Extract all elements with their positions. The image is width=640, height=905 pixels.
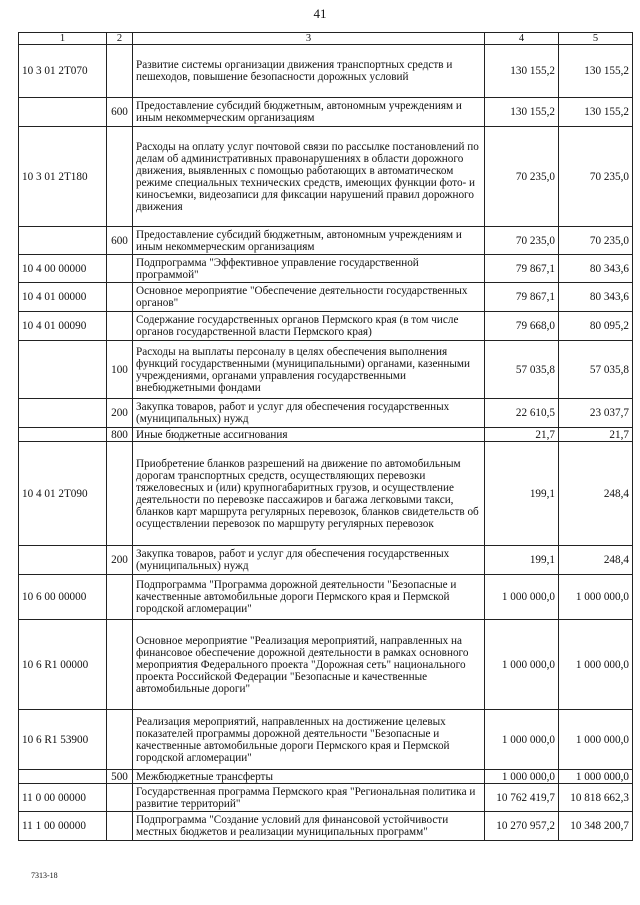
expense-type-code (107, 312, 133, 341)
item-name: Подпрограмма "Эффективное управление государственной программой" (133, 255, 485, 283)
expense-type-code (107, 620, 133, 710)
expense-type-code: 200 (107, 399, 133, 428)
amount-year-2: 70 235,0 (559, 227, 633, 255)
amount-year-2: 130 155,2 (559, 98, 633, 127)
item-name: Закупка товаров, работ и услуг для обеспечения государственных (муниципальных) нужд (133, 546, 485, 575)
target-article-code (19, 546, 107, 575)
item-name: Реализация мероприятий, направленных на достижение целевых показателей программы дорожной деятельности "Безопасные и качественные автомобильные дороги Пермского края и Пермской городской агломерации" (133, 710, 485, 770)
item-name: Предоставление субсидий бюджетным, автономным учреждениям и иным некоммерческим организациям (133, 98, 485, 127)
column-header-3: 3 (133, 33, 485, 45)
target-article-code (19, 770, 107, 784)
target-article-code (19, 227, 107, 255)
target-article-code: 10 3 01 2Т180 (19, 127, 107, 227)
budget-table (18, 32, 633, 841)
item-name: Приобретение бланков разрешений на движение по автомобильным дорогам транспортных средств, осуществляющих перевозки тяжеловесных и (или) крупногабаритных грузов, и осуществление деятельности по перевозке пассажиров и багажа легковыми такси, бланков карт маршрута регулярных перевозок, бланков свидетельств об осуществлении перевозок по маршруту регулярных перевозок (133, 442, 485, 546)
amount-year-2: 130 155,2 (559, 45, 633, 98)
item-name: Основное мероприятие "Реализация мероприятий, направленных на финансовое обеспечение дорожной деятельности в рамках основного мероприятия Федерального проекта "Дорожная сеть" национального проекта Российской Федерации "Безопасные и качественные автомобильные дороги" (133, 620, 485, 710)
target-article-code: 10 6 R1 00000 (19, 620, 107, 710)
expense-type-code (107, 812, 133, 841)
amount-year-2: 1 000 000,0 (559, 575, 633, 620)
target-article-code (19, 98, 107, 127)
amount-year-2: 80 343,6 (559, 255, 633, 283)
expense-type-code: 600 (107, 98, 133, 127)
target-article-code: 10 3 01 2Т070 (19, 45, 107, 98)
table-row (19, 546, 633, 575)
table-row (19, 770, 633, 784)
amount-year-1: 10 762 419,7 (485, 784, 559, 812)
item-name: Закупка товаров, работ и услуг для обеспечения государственных (муниципальных) нужд (133, 399, 485, 428)
item-name: Предоставление субсидий бюджетным, автономным учреждениям и иным некоммерческим организациям (133, 227, 485, 255)
target-article-code: 10 6 00 00000 (19, 575, 107, 620)
column-header-4: 4 (485, 33, 559, 45)
amount-year-2: 80 095,2 (559, 312, 633, 341)
amount-year-2: 10 348 200,7 (559, 812, 633, 841)
amount-year-1: 22 610,5 (485, 399, 559, 428)
item-name: Подпрограмма "Программа дорожной деятельности "Безопасные и качественные автомобильные дороги Пермского края и Пермской городской агломерации" (133, 575, 485, 620)
expense-type-code (107, 442, 133, 546)
amount-year-1: 10 270 957,2 (485, 812, 559, 841)
expense-type-code (107, 45, 133, 98)
table-row (19, 341, 633, 399)
amount-year-1: 1 000 000,0 (485, 575, 559, 620)
amount-year-2: 1 000 000,0 (559, 770, 633, 784)
amount-year-2: 80 343,6 (559, 283, 633, 312)
item-name: Государственная программа Пермского края "Региональная политика и развитие территорий" (133, 784, 485, 812)
expense-type-code (107, 784, 133, 812)
amount-year-2: 70 235,0 (559, 127, 633, 227)
amount-year-2: 57 035,8 (559, 341, 633, 399)
column-number-row (19, 33, 633, 45)
expense-type-code: 600 (107, 227, 133, 255)
amount-year-1: 1 000 000,0 (485, 620, 559, 710)
table-row (19, 45, 633, 98)
target-article-code: 10 4 00 00000 (19, 255, 107, 283)
table-row (19, 575, 633, 620)
item-name: Расходы на оплату услуг почтовой связи по рассылке постановлений по делам об административных правонарушениях в области дорожного движения, выявленных с помощью работающих в автоматическом режиме специальных технических средств, имеющих функции фото- и киносъемки, видеозаписи для фиксации нарушений правил дорожного движения (133, 127, 485, 227)
amount-year-2: 23 037,7 (559, 399, 633, 428)
expense-type-code (107, 710, 133, 770)
amount-year-1: 130 155,2 (485, 45, 559, 98)
table-row (19, 784, 633, 812)
amount-year-1: 57 035,8 (485, 341, 559, 399)
amount-year-2: 248,4 (559, 546, 633, 575)
amount-year-1: 199,1 (485, 546, 559, 575)
table-row (19, 812, 633, 841)
target-article-code: 11 1 00 00000 (19, 812, 107, 841)
amount-year-1: 21,7 (485, 428, 559, 442)
document-code: 7313-18 (31, 871, 58, 880)
amount-year-1: 1 000 000,0 (485, 710, 559, 770)
item-name: Расходы на выплаты персоналу в целях обеспечения выполнения функций государственными (муниципальными) органами, казенными учреждениями, органами управления государственными внебюджетными фондами (133, 341, 485, 399)
amount-year-1: 130 155,2 (485, 98, 559, 127)
item-name: Подпрограмма "Создание условий для финансовой устойчивости местных бюджетов и реализации муниципальных программ" (133, 812, 485, 841)
table-row (19, 127, 633, 227)
expense-type-code: 800 (107, 428, 133, 442)
item-name: Межбюджетные трансферты (133, 770, 485, 784)
table-row (19, 255, 633, 283)
expense-type-code: 200 (107, 546, 133, 575)
target-article-code: 10 4 01 00000 (19, 283, 107, 312)
table-row (19, 227, 633, 255)
amount-year-2: 21,7 (559, 428, 633, 442)
amount-year-2: 1 000 000,0 (559, 710, 633, 770)
target-article-code: 10 4 01 2Т090 (19, 442, 107, 546)
item-name: Содержание государственных органов Пермского края (в том числе органов государственной власти Пермского края) (133, 312, 485, 341)
amount-year-2: 1 000 000,0 (559, 620, 633, 710)
target-article-code (19, 341, 107, 399)
amount-year-1: 79 867,1 (485, 283, 559, 312)
table-row (19, 710, 633, 770)
target-article-code: 10 6 R1 53900 (19, 710, 107, 770)
table-row (19, 283, 633, 312)
column-header-2: 2 (107, 33, 133, 45)
expense-type-code (107, 255, 133, 283)
table-row (19, 620, 633, 710)
expense-type-code: 500 (107, 770, 133, 784)
item-name: Развитие системы организации движения транспортных средств и пешеходов, повышение безопасности дорожных условий (133, 45, 485, 98)
amount-year-1: 70 235,0 (485, 227, 559, 255)
expense-type-code (107, 127, 133, 227)
column-header-5: 5 (559, 33, 633, 45)
amount-year-1: 79 668,0 (485, 312, 559, 341)
amount-year-1: 70 235,0 (485, 127, 559, 227)
item-name: Основное мероприятие "Обеспечение деятельности государственных органов" (133, 283, 485, 312)
target-article-code (19, 428, 107, 442)
table-row (19, 442, 633, 546)
amount-year-1: 79 867,1 (485, 255, 559, 283)
target-article-code: 11 0 00 00000 (19, 784, 107, 812)
item-name: Иные бюджетные ассигнования (133, 428, 485, 442)
amount-year-2: 10 818 662,3 (559, 784, 633, 812)
table-row (19, 399, 633, 428)
amount-year-1: 1 000 000,0 (485, 770, 559, 784)
table-row (19, 428, 633, 442)
column-header-1: 1 (19, 33, 107, 45)
amount-year-1: 199,1 (485, 442, 559, 546)
page-number: 41 (313, 6, 327, 21)
target-article-code: 10 4 01 00090 (19, 312, 107, 341)
table-row (19, 312, 633, 341)
target-article-code (19, 399, 107, 428)
expense-type-code (107, 575, 133, 620)
expense-type-code (107, 283, 133, 312)
expense-type-code: 100 (107, 341, 133, 399)
table-row (19, 98, 633, 127)
amount-year-2: 248,4 (559, 442, 633, 546)
